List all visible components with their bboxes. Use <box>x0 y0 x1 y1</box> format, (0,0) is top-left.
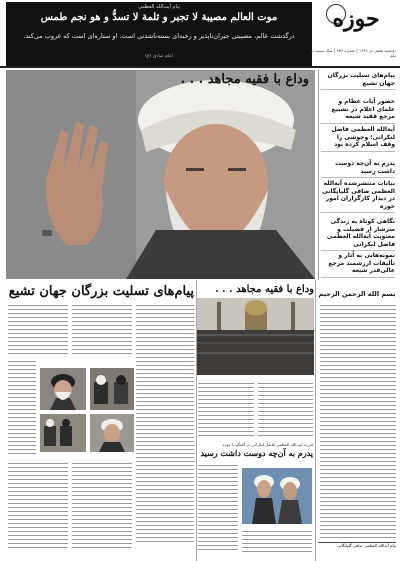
masthead <box>0 0 400 66</box>
article-text-block <box>136 302 194 542</box>
sidebar-item-safi-remarks[interactable]: بیانات منتشرشده آیةالله العظمی صافی گلپایگانی در دیدار کارگزاران امور حوزه <box>321 180 395 213</box>
sidebar-item-works[interactable]: نمونه‌هایی به آثار و تألیفات ارزشمند مرجع عالی‌قدر شیعه <box>321 252 395 278</box>
article-text-block <box>8 358 36 454</box>
hero-photo-story[interactable] <box>6 70 315 279</box>
clerics-portrait-photo <box>242 468 312 524</box>
newspaper-logo[interactable] <box>316 2 396 48</box>
meeting-photo <box>40 414 86 452</box>
sidebar-item-my-father[interactable]: پدرم به آن‌چه دوست داشت رسید <box>321 160 395 178</box>
article-text-block <box>8 302 68 354</box>
logo-text: حوزه <box>332 6 380 32</box>
banner-kicker: پیام آیت‌الله العظمی <box>137 4 181 10</box>
bismillah-heading: بسم الله الرحمن الرحیم <box>318 290 396 298</box>
condolence-headline[interactable]: پیام‌های تسلیت بزرگان جهان تشیع <box>8 284 194 299</box>
cleric-photo <box>90 414 134 452</box>
message-signature: پیام آیةالله العظمی صافی گلپایگانی <box>318 542 396 561</box>
sidebar-item-fazel-lankarani[interactable]: آیةالله العظمی فاضل لنکرانی؛ وحوشی را وقف اسلام کرده بود <box>321 126 395 152</box>
interview-headline[interactable]: پدرم به آن‌چه دوست داشت رسید <box>200 448 313 458</box>
article-text-block <box>198 380 254 438</box>
meeting-photo <box>90 368 134 410</box>
article-text-block <box>320 302 396 538</box>
article-text-block <box>72 302 132 354</box>
article-text-block <box>258 380 313 438</box>
sidebar-item-biography[interactable]: نگاهی کوتاه به زندگی سرشار از فضیلت و معنویت آیةالله العظمی فاضل لنکرانی <box>321 218 395 251</box>
hero-portrait-photo <box>6 70 315 279</box>
banner-credit: امام صادق (ع) <box>145 54 173 59</box>
header-divider <box>0 66 400 68</box>
article-text-block <box>242 528 312 554</box>
top-banner <box>6 2 312 66</box>
interview-kicker: فرزند آیت‌الله العظمی فاضل لنکرانی در گفتگو با حوزه <box>222 442 313 447</box>
column-divider <box>315 280 316 561</box>
sidebar-item-funeral[interactable]: حضور آیات عظام و علمای اعلام در تشییع مرجع فقید شیعه <box>321 98 395 124</box>
article-text-block <box>198 462 238 552</box>
farewell-headline[interactable]: وداع با فقیه مجاهد . . . <box>215 284 314 295</box>
article-text-block <box>8 460 68 550</box>
shrine-crowd-photo <box>197 298 314 375</box>
sidebar-item-condolences[interactable]: پیام‌های تسلیت بزرگان جهان تشیع <box>321 72 395 90</box>
cleric-photo <box>40 368 86 410</box>
issue-info: دوشنبه هفتم دی ۱۳۹۴ | شماره ۴۵۷ | سال بیست و یکم <box>310 48 396 58</box>
sidebar-contents <box>318 70 397 280</box>
banner-subtitle: درگذشت عالم، مصیبتی جبران‌ناپذیر و رخنه‌ای بسته‌ناشدنی است. او ستاره‌ای است که غروب می‌کند. <box>23 32 295 40</box>
article-text-block <box>72 460 132 550</box>
hero-headline: وداع با فقیه مجاهد . . . <box>180 72 309 87</box>
banner-quote: موت العالم مصيبة لا تجبر و ثلمة لا تسدُّ و هو نجم طمس <box>40 12 278 23</box>
